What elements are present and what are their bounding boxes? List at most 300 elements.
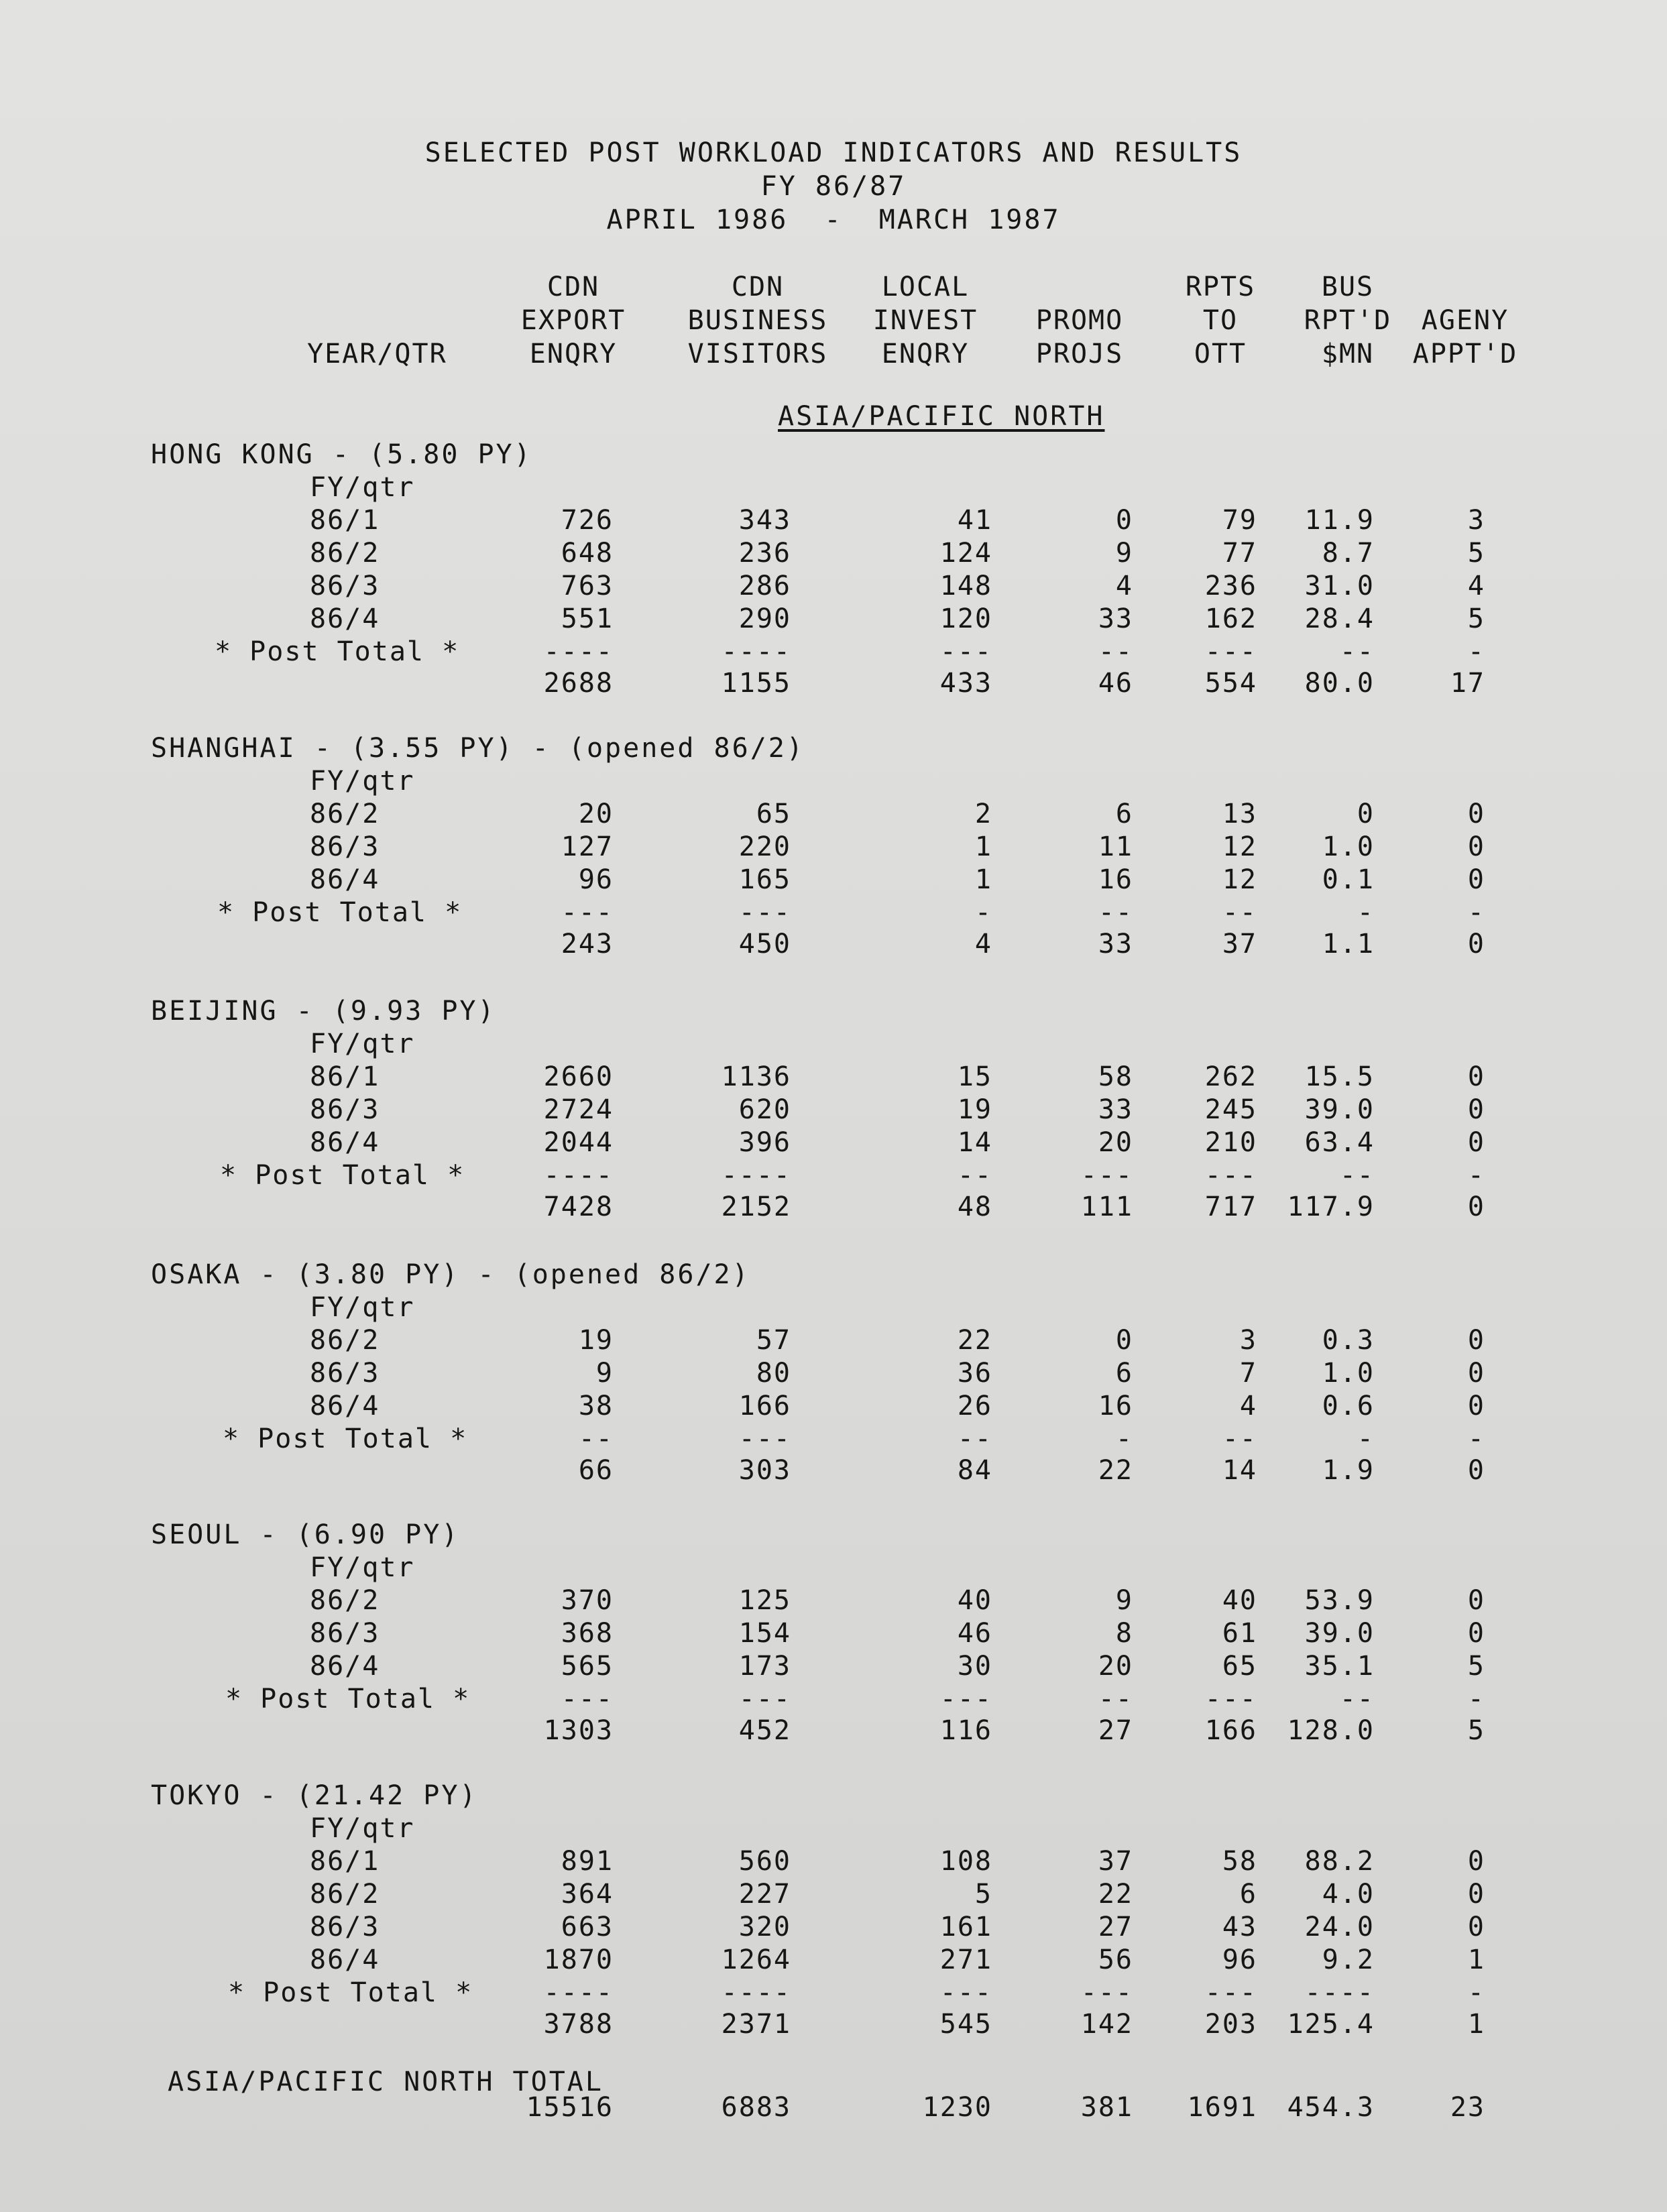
table-cell: 0 — [1467, 1325, 1485, 1356]
quarter-label: 86/4 — [310, 603, 380, 634]
table-cell: 3 — [1467, 505, 1485, 536]
separator-dash: -- — [957, 1160, 992, 1191]
table-row — [0, 1094, 1667, 1126]
total-cell: 117.9 — [1287, 1191, 1375, 1222]
table-cell: 726 — [561, 505, 614, 536]
table-cell: 220 — [738, 831, 791, 862]
fyqtr-label: FY/qtr — [310, 1029, 415, 1059]
total-cell: 125.4 — [1287, 2009, 1375, 2040]
post-total-row — [0, 1715, 1667, 1747]
table-cell: 5 — [974, 1879, 992, 1910]
table-cell: 39.0 — [1304, 1094, 1375, 1125]
separator-dash: --- — [1204, 1977, 1257, 2008]
table-cell: 396 — [738, 1127, 791, 1158]
table-cell: 0 — [1467, 1061, 1485, 1092]
separator-dash: -- — [1339, 636, 1375, 667]
table-cell: 262 — [1204, 1061, 1257, 1092]
separator-row — [0, 636, 1667, 668]
quarter-label: 86/2 — [310, 1585, 380, 1616]
table-row — [0, 538, 1667, 570]
table-cell: 1 — [1467, 1944, 1485, 1975]
column-header-5-line-0: RPTS — [1185, 272, 1256, 302]
table-cell: 20 — [578, 799, 614, 829]
separator-dash: - — [1357, 897, 1375, 928]
table-cell: 5 — [1467, 1651, 1485, 1682]
table-cell: 0.1 — [1322, 864, 1375, 895]
table-row — [0, 1879, 1667, 1911]
table-cell: 41 — [957, 505, 992, 536]
total-cell: 717 — [1204, 1191, 1257, 1222]
separator-dash: --- — [738, 1423, 791, 1454]
table-cell: 58 — [1098, 1061, 1133, 1092]
table-cell: 148 — [939, 571, 992, 601]
table-row — [0, 864, 1667, 896]
quarter-label: 86/1 — [310, 505, 380, 536]
total-cell: 4 — [974, 929, 992, 959]
separator-dash: ---- — [1304, 1977, 1375, 2008]
quarter-label: 86/3 — [310, 1094, 380, 1125]
table-row — [0, 1391, 1667, 1423]
quarter-label: 86/4 — [310, 1127, 380, 1158]
table-cell: 65 — [1222, 1651, 1257, 1682]
table-cell: 0 — [1467, 831, 1485, 862]
table-cell: 0 — [1467, 1094, 1485, 1125]
table-cell: 57 — [756, 1325, 791, 1356]
table-cell: 127 — [561, 831, 614, 862]
separator-dash: - — [974, 897, 992, 928]
quarter-label: 86/3 — [310, 1912, 380, 1942]
table-cell: 0 — [1467, 1585, 1485, 1616]
table-cell: 3 — [1239, 1325, 1257, 1356]
table-cell: 663 — [561, 1912, 614, 1942]
table-cell: 58 — [1222, 1846, 1257, 1877]
total-cell: 0 — [1467, 929, 1485, 959]
table-row — [0, 1585, 1667, 1617]
quarter-label: 86/1 — [310, 1061, 380, 1092]
table-cell: 227 — [738, 1879, 791, 1910]
separator-dash: --- — [1204, 1160, 1257, 1191]
total-cell: 46 — [1098, 668, 1133, 699]
table-cell: 9 — [1115, 1585, 1133, 1616]
separator-row — [0, 1423, 1667, 1456]
post-total-label: * Post Total * — [223, 1423, 468, 1454]
table-cell: 271 — [939, 1944, 992, 1975]
table-cell: 551 — [561, 603, 614, 634]
separator-dash: --- — [1080, 1977, 1133, 2008]
separator-dash: --- — [1080, 1160, 1133, 1191]
post-total-row — [0, 668, 1667, 700]
post-title: TOKYO - (21.42 PY) — [151, 1780, 478, 1811]
total-cell: 17 — [1450, 668, 1485, 699]
separator-dash: - — [1467, 1160, 1485, 1191]
column-header-2-line-2: VISITORS — [687, 339, 828, 369]
total-cell: 450 — [738, 929, 791, 959]
table-cell: 0 — [1467, 1127, 1485, 1158]
table-cell: 15 — [957, 1061, 992, 1092]
total-cell: 33 — [1098, 929, 1133, 959]
grand-total-label: ASIA/PACIFIC NORTH TOTAL — [168, 2067, 603, 2097]
column-header-0-line-0: YEAR/QTR — [307, 339, 447, 369]
column-header-2-line-0: CDN — [731, 272, 785, 302]
column-header-5-line-1: TO — [1202, 305, 1239, 336]
total-cell: 111 — [1080, 1191, 1133, 1222]
table-cell: 370 — [561, 1585, 614, 1616]
table-cell: 124 — [939, 538, 992, 569]
separator-dash: --- — [1204, 1684, 1257, 1714]
separator-dash: --- — [561, 1684, 614, 1714]
quarter-label: 86/2 — [310, 799, 380, 829]
table-cell: 79 — [1222, 505, 1257, 536]
region-title: ASIA/PACIFIC NORTH — [778, 401, 1105, 432]
total-cell: 303 — [738, 1455, 791, 1486]
table-cell: 14 — [957, 1127, 992, 1158]
table-cell: 26 — [957, 1391, 992, 1421]
column-header-4-line-1: PROJS — [1035, 339, 1124, 369]
total-cell: 2688 — [543, 668, 614, 699]
table-cell: 63.4 — [1304, 1127, 1375, 1158]
separator-dash: --- — [738, 897, 791, 928]
separator-row — [0, 897, 1667, 929]
quarter-label: 86/4 — [310, 1651, 380, 1682]
table-cell: 9.2 — [1322, 1944, 1375, 1975]
grand-total-cell: 454.3 — [1287, 2092, 1375, 2123]
fyqtr-label: FY/qtr — [310, 472, 415, 503]
column-header-1-line-0: CDN — [547, 272, 600, 302]
separator-dash: ---- — [543, 1160, 614, 1191]
column-header-3-line-1: INVEST — [872, 305, 978, 336]
total-cell: 66 — [578, 1455, 614, 1486]
total-cell: 0 — [1467, 1191, 1485, 1222]
table-cell: 368 — [561, 1618, 614, 1649]
total-cell: 166 — [1204, 1715, 1257, 1746]
table-cell: 290 — [738, 603, 791, 634]
column-header-6-line-2: $MN — [1321, 339, 1375, 369]
separator-dash: - — [1467, 636, 1485, 667]
table-cell: 19 — [957, 1094, 992, 1125]
table-cell: 80 — [756, 1358, 791, 1389]
post-title: SHANGHAI - (3.55 PY) - (opened 86/2) — [151, 733, 805, 764]
post-total-row — [0, 1191, 1667, 1224]
separator-dash: -- — [1339, 1160, 1375, 1191]
table-row — [0, 571, 1667, 603]
column-header-6-line-0: BUS — [1321, 272, 1375, 302]
table-cell: 210 — [1204, 1127, 1257, 1158]
post-total-row — [0, 1455, 1667, 1487]
table-cell: 24.0 — [1304, 1912, 1375, 1942]
table-cell: 763 — [561, 571, 614, 601]
total-cell: 128.0 — [1287, 1715, 1375, 1746]
table-cell: 9 — [1115, 538, 1133, 569]
separator-dash: ---- — [543, 1977, 614, 2008]
separator-dash: - — [1467, 1423, 1485, 1454]
table-cell: 565 — [561, 1651, 614, 1682]
post-title: HONG KONG - (5.80 PY) — [151, 439, 532, 470]
table-cell: 22 — [1098, 1879, 1133, 1910]
table-cell: 0.6 — [1322, 1391, 1375, 1421]
table-cell: 161 — [939, 1912, 992, 1942]
table-cell: 22 — [957, 1325, 992, 1356]
table-row — [0, 505, 1667, 537]
table-cell: 30 — [957, 1651, 992, 1682]
separator-dash: -- — [957, 1423, 992, 1454]
table-cell: 891 — [561, 1846, 614, 1877]
table-cell: 9 — [595, 1358, 614, 1389]
table-cell: 16 — [1098, 864, 1133, 895]
table-cell: 39.0 — [1304, 1618, 1375, 1649]
table-row — [0, 1358, 1667, 1390]
post-total-row — [0, 929, 1667, 961]
fyqtr-label: FY/qtr — [310, 766, 415, 797]
table-cell: 0 — [1467, 1879, 1485, 1910]
separator-dash: -- — [1222, 1423, 1257, 1454]
quarter-label: 86/4 — [310, 1944, 380, 1975]
table-cell: 1 — [974, 831, 992, 862]
table-cell: 286 — [738, 571, 791, 601]
table-cell: 20 — [1098, 1127, 1133, 1158]
total-cell: 1.1 — [1322, 929, 1375, 959]
total-cell: 545 — [939, 2009, 992, 2040]
quarter-label: 86/4 — [310, 1391, 380, 1421]
table-cell: 6 — [1115, 1358, 1133, 1389]
table-cell: 1870 — [543, 1944, 614, 1975]
separator-dash: --- — [939, 636, 992, 667]
table-cell: 4 — [1467, 571, 1485, 601]
table-cell: 12 — [1222, 831, 1257, 862]
table-row — [0, 1127, 1667, 1159]
fyqtr-label: FY/qtr — [310, 1552, 415, 1583]
post-title: SEOUL - (6.90 PY) — [151, 1519, 460, 1550]
separator-row — [0, 1977, 1667, 2010]
table-cell: 43 — [1222, 1912, 1257, 1942]
total-cell: 2152 — [721, 1191, 791, 1222]
table-cell: 5 — [1467, 538, 1485, 569]
separator-dash: ---- — [721, 636, 791, 667]
total-cell: 80.0 — [1304, 668, 1375, 699]
table-cell: 0 — [1467, 1912, 1485, 1942]
table-cell: 11 — [1098, 831, 1133, 862]
table-cell: 0 — [1467, 1618, 1485, 1649]
column-header-4-line-0: PROMO — [1035, 305, 1124, 336]
table-cell: 96 — [578, 864, 614, 895]
table-cell: 1264 — [721, 1944, 791, 1975]
table-cell: 8.7 — [1322, 538, 1375, 569]
post-total-label: * Post Total * — [220, 1160, 465, 1191]
post-total-label: * Post Total * — [217, 897, 463, 928]
table-cell: 236 — [1204, 571, 1257, 601]
table-cell: 36 — [957, 1358, 992, 1389]
total-cell: 5 — [1467, 1715, 1485, 1746]
post-total-row — [0, 2009, 1667, 2041]
table-cell: 2724 — [543, 1094, 614, 1125]
total-cell: 27 — [1098, 1715, 1133, 1746]
separator-dash: --- — [1204, 636, 1257, 667]
table-cell: 37 — [1098, 1846, 1133, 1877]
total-cell: 142 — [1080, 2009, 1133, 2040]
table-cell: 6 — [1115, 799, 1133, 829]
separator-dash: ---- — [721, 1977, 791, 2008]
total-cell: 7428 — [543, 1191, 614, 1222]
table-cell: 364 — [561, 1879, 614, 1910]
table-row — [0, 1944, 1667, 1977]
table-cell: 4 — [1115, 571, 1133, 601]
table-cell: 88.2 — [1304, 1846, 1375, 1877]
table-cell: 28.4 — [1304, 603, 1375, 634]
table-cell: 0 — [1467, 1846, 1485, 1877]
table-cell: 120 — [939, 603, 992, 634]
grand-total-cell: 15516 — [526, 2092, 614, 2123]
table-row — [0, 1651, 1667, 1683]
separator-row — [0, 1684, 1667, 1716]
table-row — [0, 603, 1667, 636]
table-cell: 0 — [1357, 799, 1375, 829]
separator-dash: -- — [1098, 636, 1133, 667]
column-header-7-line-1: APPT'D — [1412, 339, 1518, 369]
table-cell: 2 — [974, 799, 992, 829]
table-cell: 0 — [1115, 1325, 1133, 1356]
separator-dash: -- — [1098, 1684, 1133, 1714]
table-row — [0, 1325, 1667, 1357]
table-cell: 7 — [1239, 1358, 1257, 1389]
post-title: BEIJING - (9.93 PY) — [151, 996, 496, 1027]
table-cell: 33 — [1098, 1094, 1133, 1125]
separator-dash: -- — [1222, 897, 1257, 928]
table-cell: 11.9 — [1304, 505, 1375, 536]
table-cell: 31.0 — [1304, 571, 1375, 601]
total-cell: 116 — [939, 1715, 992, 1746]
total-cell: 0 — [1467, 1455, 1485, 1486]
separator-dash: - — [1467, 897, 1485, 928]
table-cell: 8 — [1115, 1618, 1133, 1649]
grand-total-cell: 23 — [1450, 2092, 1485, 2123]
fyqtr-label: FY/qtr — [310, 1813, 415, 1844]
table-cell: 0.3 — [1322, 1325, 1375, 1356]
table-cell: 154 — [738, 1618, 791, 1649]
quarter-label: 86/3 — [310, 1358, 380, 1389]
grand-total-values — [0, 2092, 1667, 2124]
quarter-label: 86/1 — [310, 1846, 380, 1877]
total-cell: 84 — [957, 1455, 992, 1486]
total-cell: 1303 — [543, 1715, 614, 1746]
separator-dash: ---- — [543, 636, 614, 667]
table-cell: 1 — [974, 864, 992, 895]
post-title: OSAKA - (3.80 PY) - (opened 86/2) — [151, 1259, 750, 1290]
table-cell: 620 — [738, 1094, 791, 1125]
table-cell: 4 — [1239, 1391, 1257, 1421]
table-row — [0, 1846, 1667, 1878]
table-cell: 53.9 — [1304, 1585, 1375, 1616]
grand-total-cell: 1230 — [922, 2092, 992, 2123]
separator-dash: ---- — [721, 1160, 791, 1191]
total-cell: 554 — [1204, 668, 1257, 699]
table-cell: 15.5 — [1304, 1061, 1375, 1092]
table-cell: 162 — [1204, 603, 1257, 634]
quarter-label: 86/2 — [310, 538, 380, 569]
table-cell: 16 — [1098, 1391, 1133, 1421]
table-row — [0, 1618, 1667, 1650]
table-cell: 96 — [1222, 1944, 1257, 1975]
total-cell: 243 — [561, 929, 614, 959]
total-cell: 3788 — [543, 2009, 614, 2040]
table-cell: 0 — [1467, 799, 1485, 829]
table-cell: 27 — [1098, 1912, 1133, 1942]
separator-dash: --- — [939, 1977, 992, 2008]
total-cell: 22 — [1098, 1455, 1133, 1486]
table-cell: 343 — [738, 505, 791, 536]
total-cell: 1155 — [721, 668, 791, 699]
report-period: APRIL 1986 - MARCH 1987 — [606, 205, 1061, 235]
column-header-3-line-2: ENQRY — [881, 339, 970, 369]
column-header-2-line-1: BUSINESS — [687, 305, 828, 336]
table-cell: 560 — [738, 1846, 791, 1877]
table-cell: 320 — [738, 1912, 791, 1942]
table-cell: 1.0 — [1322, 1358, 1375, 1389]
table-row — [0, 831, 1667, 864]
separator-dash: -- — [1339, 1684, 1375, 1714]
table-cell: 19 — [578, 1325, 614, 1356]
table-cell: 1.0 — [1322, 831, 1375, 862]
separator-row — [0, 1160, 1667, 1192]
total-cell: 1.9 — [1322, 1455, 1375, 1486]
table-cell: 4.0 — [1322, 1879, 1375, 1910]
table-cell: 40 — [1222, 1585, 1257, 1616]
separator-dash: -- — [578, 1423, 614, 1454]
table-cell: 1136 — [721, 1061, 791, 1092]
table-cell: 125 — [738, 1585, 791, 1616]
column-header-7-line-0: AGENY — [1421, 305, 1509, 336]
table-cell: 245 — [1204, 1094, 1257, 1125]
table-cell: 12 — [1222, 864, 1257, 895]
table-cell: 0 — [1467, 1358, 1485, 1389]
separator-dash: - — [1467, 1684, 1485, 1714]
table-cell: 61 — [1222, 1618, 1257, 1649]
column-header-1-line-2: ENQRY — [529, 339, 618, 369]
table-cell: 65 — [756, 799, 791, 829]
table-cell: 40 — [957, 1585, 992, 1616]
total-cell: 1 — [1467, 2009, 1485, 2040]
separator-dash: - — [1357, 1423, 1375, 1454]
quarter-label: 86/3 — [310, 571, 380, 601]
column-header-3-line-0: LOCAL — [881, 272, 970, 302]
total-cell: 37 — [1222, 929, 1257, 959]
table-cell: 173 — [738, 1651, 791, 1682]
table-cell: 38 — [578, 1391, 614, 1421]
document-title: SELECTED POST WORKLOAD INDICATORS AND RESULTS — [424, 137, 1243, 168]
table-cell: 0 — [1467, 864, 1485, 895]
table-cell: 0 — [1467, 1391, 1485, 1421]
fiscal-year: FY 86/87 — [760, 171, 907, 202]
table-cell: 5 — [1467, 603, 1485, 634]
post-total-label: * Post Total * — [225, 1684, 471, 1714]
quarter-label: 86/3 — [310, 831, 380, 862]
quarter-label: 86/4 — [310, 864, 380, 895]
table-row — [0, 1061, 1667, 1094]
total-cell: 14 — [1222, 1455, 1257, 1486]
table-cell: 35.1 — [1304, 1651, 1375, 1682]
quarter-label: 86/3 — [310, 1618, 380, 1649]
table-cell: 77 — [1222, 538, 1257, 569]
separator-dash: --- — [738, 1684, 791, 1714]
table-cell: 33 — [1098, 603, 1133, 634]
table-cell: 0 — [1115, 505, 1133, 536]
table-cell: 20 — [1098, 1651, 1133, 1682]
table-cell: 2660 — [543, 1061, 614, 1092]
table-cell: 6 — [1239, 1879, 1257, 1910]
separator-dash: --- — [561, 897, 614, 928]
grand-total-cell: 6883 — [721, 2092, 791, 2123]
table-cell: 56 — [1098, 1944, 1133, 1975]
column-header-6-line-1: RPT'D — [1304, 305, 1392, 336]
column-header-1-line-1: EXPORT — [520, 305, 626, 336]
